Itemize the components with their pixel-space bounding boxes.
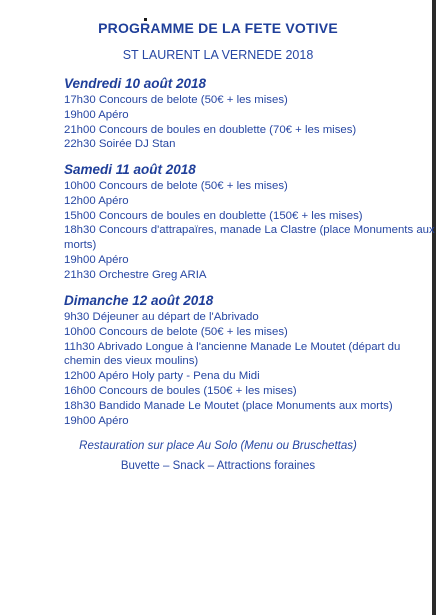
- day-schedule-dimanche: [64, 310, 436, 428]
- schedule-item: 19h00 Apéro: [64, 253, 129, 266]
- buvette-note: Buvette – Snack – Attractions foraines: [120, 460, 316, 472]
- schedule-item: 18h30 Bandido Manade Le Moutet (place Monuments aux morts): [64, 399, 393, 412]
- page-subtitle: ST LAURENT LA VERNEDE 2018: [122, 48, 314, 62]
- day-heading-vendredi: Vendredi 10 août 2018: [64, 76, 207, 91]
- day-heading-samedi: Samedi 11 août 2018: [64, 162, 196, 177]
- day-schedule-vendredi: [64, 93, 436, 152]
- schedule-item: 12h00 Apéro: [64, 194, 129, 207]
- schedule-item: 19h00 Apéro: [64, 108, 129, 121]
- schedule-item: 21h30 Orchestre Greg ARIA: [64, 268, 207, 281]
- schedule-item: 17h30 Concours de belote (50€ + les mises): [64, 94, 288, 106]
- schedule-item: 10h00 Concours de belote (50€ + les mises): [64, 325, 288, 338]
- schedule-item: 16h00 Concours de boules (150€ + les mises): [64, 384, 297, 397]
- schedule-item: 15h00 Concours de boules en doublette (150€ + les mises): [64, 209, 363, 222]
- schedule-item: 18h30 Concours d'attrapaïres, manade La Clastre (place Monuments aux morts): [64, 224, 435, 252]
- day-heading-dimanche: Dimanche 12 août 2018: [64, 293, 214, 308]
- restauration-note: Restauration sur place Au Solo (Menu ou Bruschettas): [79, 440, 357, 452]
- schedule-item: 11h30 Abrivado Longue à l'ancienne Manade Le Moutet (départ du chemin des vieux moulins): [64, 340, 401, 368]
- schedule-item: 10h00 Concours de belote (50€ + les mises): [64, 180, 288, 192]
- day-schedule-samedi: [64, 179, 436, 283]
- page-title: PROGRAMME DE LA FETE VOTIVE: [98, 20, 338, 36]
- schedule-item: 22h30 Soirée DJ Stan: [64, 138, 176, 151]
- schedule-item: 12h00 Apéro Holy party - Pena du Midi: [64, 370, 260, 383]
- schedule-item: 21h00 Concours de boules en doublette (70€ + les mises): [64, 123, 357, 136]
- schedule-item: 9h30 Déjeuner au départ de l'Abrivado: [64, 311, 259, 323]
- schedule-item: 19h00 Apéro: [64, 414, 129, 427]
